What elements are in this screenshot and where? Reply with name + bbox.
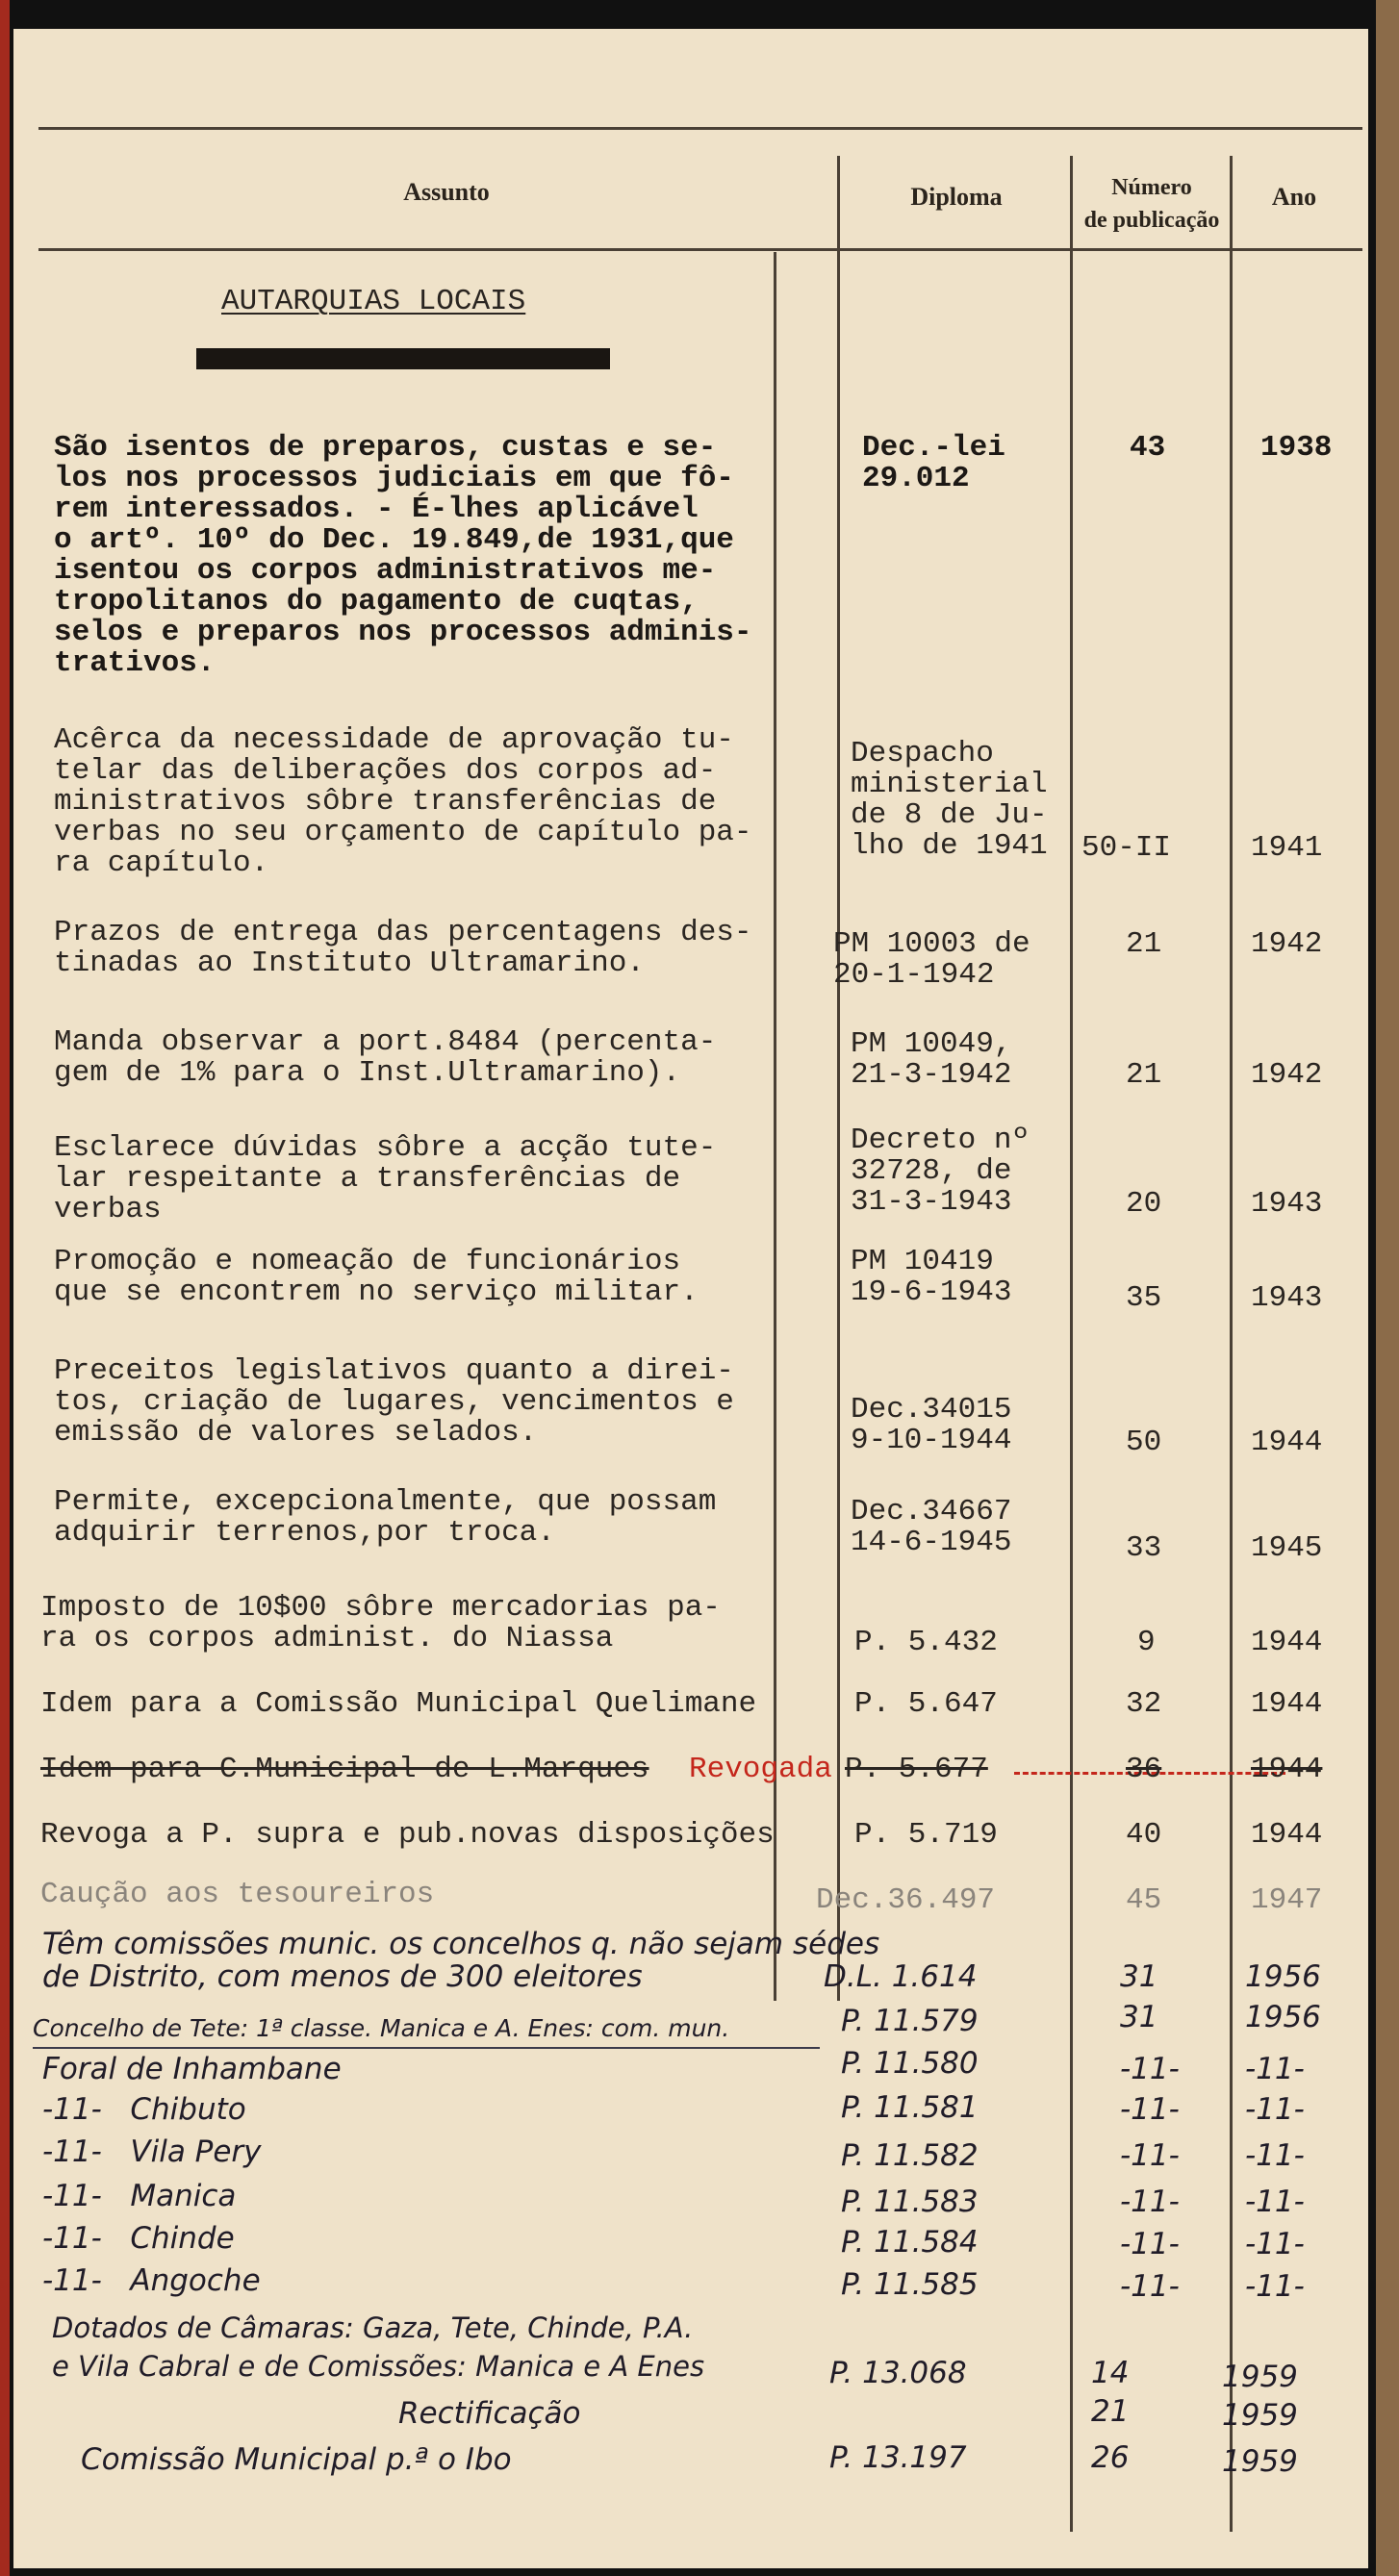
ledger-page xyxy=(13,29,1368,2568)
entry-assunto: Caução aos tesoureiros xyxy=(40,1878,435,1911)
handwritten-ano: -11- xyxy=(1245,2092,1305,2127)
handwritten-numero: 21 xyxy=(1091,2394,1130,2429)
entry-assunto: Permite, excepcionalmente, que possam adquirir terrenos,por troca. xyxy=(54,1485,717,1550)
handwritten-numero: -11- xyxy=(1120,2185,1180,2219)
handwritten-assunto: -11- Manica xyxy=(42,2179,237,2213)
handwritten-numero: 31 xyxy=(1120,1959,1158,1994)
header-diploma: Diploma xyxy=(910,183,1003,211)
entry-diploma: Dec.34015 9-10-1944 xyxy=(851,1393,1012,1457)
handwritten-diploma: D.L. 1.614 xyxy=(824,1959,978,1994)
entry-ano: 1942 xyxy=(1251,1058,1323,1092)
handwritten-assunto: Têm comissões munic. os concelhos q. não sejam sédes de Distrito, com menos de 300 eleitores xyxy=(42,1927,880,1994)
entry-diploma: Dec.36.497 xyxy=(816,1883,996,1917)
handwritten-numero: -11- xyxy=(1120,2092,1180,2127)
handwritten-assunto: Dotados de Câmaras: Gaza, Tete, Chinde, P.A. e Vila Cabral e de Comissões: Manica e A Enes xyxy=(52,2311,705,2383)
header-ano: Ano xyxy=(1271,183,1317,211)
entry-diploma: Dec.-lei 29.012 xyxy=(862,431,1005,495)
handwritten-diploma: P. 11.584 xyxy=(841,2225,979,2260)
handwritten-numero: -11- xyxy=(1120,2138,1180,2173)
entry-assunto: Manda observar a port.8484 (percenta- gem de 1% para o Inst.Ultramarino). xyxy=(54,1025,717,1090)
handwritten-numero: 14 xyxy=(1091,2356,1130,2390)
entry-diploma: P. 5.432 xyxy=(854,1626,998,1659)
handwritten-numero: -11- xyxy=(1120,2269,1180,2304)
handwritten-assunto: -11- Vila Pery xyxy=(42,2134,262,2169)
handwritten-ano: -11- xyxy=(1245,2269,1305,2304)
entry-assunto: Imposto de 10$00 sôbre mercadorias pa- ra os corpos administ. do Niassa xyxy=(40,1591,721,1655)
entry-ano: 1944 xyxy=(1251,1626,1323,1659)
entry-numero: 32 xyxy=(1126,1687,1162,1721)
header-numero: Número de publicação xyxy=(1083,175,1220,233)
entry-assunto: Revoga a P. supra e pub.novas disposições xyxy=(40,1818,775,1852)
column-rule-ano xyxy=(1230,156,1233,2532)
entry-numero: 50 xyxy=(1126,1426,1162,1459)
entry-numero: 35 xyxy=(1126,1281,1162,1315)
handwritten-ano: 1959 xyxy=(1222,2360,1298,2394)
handwritten-ano: -11- xyxy=(1245,2227,1305,2261)
handwritten-diploma: P. 11.580 xyxy=(841,2046,979,2081)
handwritten-numero: 26 xyxy=(1091,2440,1130,2475)
entry-numero: 9 xyxy=(1137,1626,1156,1659)
entry-assunto: Preceitos legislativos quanto a direi- tos, criação de lugares, vencimentos e emissão de valores selados. xyxy=(54,1354,734,1450)
header-rule xyxy=(38,248,1362,251)
entry-ano: 1947 xyxy=(1251,1883,1323,1917)
entry-diploma: P. 5.647 xyxy=(854,1687,998,1721)
entry-ano: 1945 xyxy=(1251,1531,1323,1565)
entry-numero: 43 xyxy=(1130,431,1166,465)
handwritten-numero: 31 xyxy=(1120,2000,1158,2034)
entry-diploma: Despacho ministerial de 8 de Ju- lho de 1941 xyxy=(851,737,1048,863)
column-rule-inner xyxy=(774,252,776,2001)
handwritten-diploma: P. 13.197 xyxy=(829,2440,967,2475)
entry-ano: 1944 xyxy=(1251,1426,1323,1459)
page-edge-left xyxy=(0,0,10,2576)
entry-numero: 50-II xyxy=(1081,831,1172,865)
handwritten-diploma: P. 11.582 xyxy=(841,2138,979,2173)
top-rule xyxy=(38,127,1362,130)
handwritten-assunto: Comissão Municipal p.ª o Ibo xyxy=(81,2442,512,2477)
entry-diploma: Decreto nº 32728, de 31-3-1943 xyxy=(851,1124,1030,1219)
handwritten-assunto: Foral de Inhambane xyxy=(42,2052,342,2086)
entry-ano: 1942 xyxy=(1251,927,1323,961)
handwritten-assunto: -11- Angoche xyxy=(42,2263,261,2298)
handwritten-numero: -11- xyxy=(1120,2227,1180,2261)
handwritten-ano: 1956 xyxy=(1245,1959,1321,1994)
handwritten-ano: -11- xyxy=(1245,2052,1305,2086)
entry-numero: 21 xyxy=(1126,927,1162,961)
handwritten-diploma: P. 13.068 xyxy=(829,2356,967,2390)
handwritten-ano: -11- xyxy=(1245,2138,1305,2173)
entry-diploma: Dec.34667 14-6-1945 xyxy=(851,1495,1012,1559)
entry-assunto: Prazos de entrega das percentagens des- tinadas ao Instituto Ultramarino. xyxy=(54,916,752,980)
entry-diploma: PM 10049, 21-3-1942 xyxy=(851,1027,1012,1092)
handwritten-assunto: -11- Chibuto xyxy=(42,2092,246,2127)
handwritten-diploma: P. 11.583 xyxy=(841,2185,979,2219)
entry-assunto: Idem para a Comissão Municipal Quelimane xyxy=(40,1687,757,1721)
revoked-note: Revogada xyxy=(689,1753,832,1786)
entry-numero: 40 xyxy=(1126,1818,1162,1852)
entry-ano: 1943 xyxy=(1251,1281,1323,1315)
entry-diploma-revoked: P. 5.677 xyxy=(845,1753,988,1786)
handwritten-ano: -11- xyxy=(1245,2185,1305,2219)
entry-numero: 45 xyxy=(1126,1883,1162,1917)
entry-ano-revoked: 1944 xyxy=(1251,1753,1323,1786)
entry-diploma: P. 5.719 xyxy=(854,1818,998,1852)
entry-diploma: PM 10419 19-6-1943 xyxy=(851,1245,1012,1309)
handwritten-ano: 1956 xyxy=(1245,2000,1321,2034)
handwritten-numero: -11- xyxy=(1120,2052,1180,2086)
entry-numero: 21 xyxy=(1126,1058,1162,1092)
handwritten-assunto: Rectificação xyxy=(398,2396,581,2431)
entry-ano: 1944 xyxy=(1251,1687,1323,1721)
handwritten-diploma: P. 11.585 xyxy=(841,2267,979,2302)
entry-assunto-revoked: Idem para C.Municipal de L.Marques xyxy=(40,1753,649,1786)
handwritten-divider xyxy=(33,2047,820,2049)
handwritten-ano: 1959 xyxy=(1222,2398,1298,2433)
handwritten-diploma: P. 11.579 xyxy=(841,2004,979,2038)
column-rule-diploma xyxy=(837,156,840,2001)
header-assunto: Assunto xyxy=(403,178,490,206)
entry-ano: 1944 xyxy=(1251,1818,1323,1852)
handwritten-assunto: -11- Chinde xyxy=(42,2221,235,2256)
entry-diploma: PM 10003 de 20-1-1942 xyxy=(833,927,1030,992)
entry-assunto: Promoção e nomeação de funcionários que se encontrem no serviço militar. xyxy=(54,1245,699,1309)
entry-ano: 1941 xyxy=(1251,831,1323,865)
entry-ano: 1938 xyxy=(1260,431,1333,465)
entry-assunto: Acêrca da necessidade de aprovação tu- telar das deliberações dos corpos ad- ministrativos sôbre transferências de verbas no seu orçamento de capítulo pa- ra capítulo. xyxy=(54,723,752,880)
entry-ano: 1943 xyxy=(1251,1187,1323,1221)
entry-numero-revoked: 36 xyxy=(1126,1753,1162,1786)
redacted-line xyxy=(196,348,610,369)
column-rule-numero xyxy=(1070,156,1073,2532)
entry-numero: 33 xyxy=(1126,1531,1162,1565)
page-edge-right xyxy=(1376,0,1399,2576)
handwritten-assunto: Concelho de Tete: 1ª classe. Manica e A. Enes: com. mun. xyxy=(33,2014,730,2042)
entry-assunto: Esclarece dúvidas sôbre a acção tute- lar respeitante a transferências de verbas xyxy=(54,1131,717,1226)
entry-assunto: São isentos de preparos, custas e se- los nos processos judiciais em que fô- rem interessados. - É-lhes aplicável o artº. 10º do Dec. 19.849,de 1931,que isentou os corpos administrativos me- tropolitanos do pagamento de cuqtas, selos e preparos nos processos adminis- trativos. xyxy=(54,431,752,680)
entry-numero: 20 xyxy=(1126,1187,1162,1221)
handwritten-ano: 1959 xyxy=(1222,2444,1298,2479)
handwritten-diploma: P. 11.581 xyxy=(841,2090,979,2125)
section-title: AUTARQUIAS LOCAIS xyxy=(221,285,526,318)
